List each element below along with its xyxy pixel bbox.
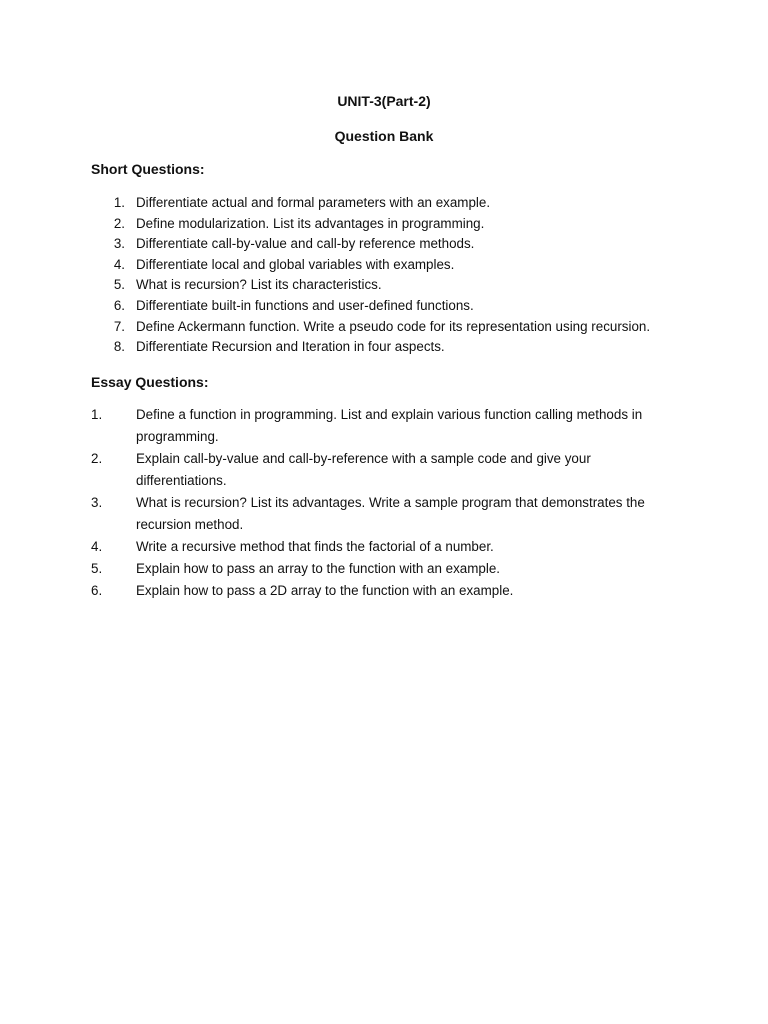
short-question-item (91, 214, 711, 235)
question-text: Differentiate built-in functions and user-defined functions. (136, 297, 474, 313)
essay-question-item (91, 558, 691, 580)
question-text: Explain how to pass a 2D array to the function with an example. (136, 583, 514, 598)
question-number: 7. (113, 318, 125, 334)
short-question-item (91, 337, 711, 358)
essay-question-item (91, 536, 691, 558)
essay-questions-heading: Essay Questions: (91, 374, 209, 390)
question-number: 4. (91, 539, 103, 554)
question-text: Differentiate call-by-value and call-by reference methods. (136, 236, 475, 252)
document-subtitle: Question Bank (334, 128, 434, 144)
short-question-item (91, 275, 711, 296)
question-number: 6. (91, 583, 103, 598)
question-number: 3. (113, 236, 125, 252)
question-text: Explain how to pass an array to the function with an example. (136, 561, 500, 576)
short-question-item (91, 317, 711, 338)
short-question-item (91, 296, 711, 317)
question-text: What is recursion? List its advantages. Write a sample program that demonstrates the recursion method. (136, 495, 645, 532)
question-text: Define Ackermann function. Write a pseudo code for its representation using recursion. (136, 318, 651, 334)
question-number: 6. (113, 297, 125, 313)
question-number: 3. (91, 495, 103, 510)
question-number: 5. (91, 561, 103, 576)
short-questions-list (91, 193, 711, 358)
question-text: Define a function in programming. List and explain various function calling methods in programming. (136, 407, 643, 444)
question-number: 1. (113, 195, 125, 210)
essay-question-item (91, 492, 691, 536)
question-text: Explain call-by-value and call-by-reference with a sample code and give your differentiations. (136, 451, 591, 488)
question-text: Differentiate local and global variables with examples. (136, 256, 455, 272)
question-text: Define modularization. List its advantages in programming. (136, 215, 485, 231)
short-question-item (91, 234, 711, 255)
question-number: 1. (91, 407, 103, 422)
question-text: Write a recursive method that finds the factorial of a number. (136, 539, 494, 554)
essay-question-item (91, 448, 691, 492)
question-text: Differentiate actual and formal parameters with an example. (136, 195, 491, 210)
question-number: 8. (113, 339, 125, 355)
question-number: 2. (113, 215, 125, 231)
question-number: 5. (113, 277, 125, 293)
essay-question-item (91, 580, 691, 602)
short-question-item (91, 255, 711, 276)
question-text: What is recursion? List its characteristics. (136, 277, 382, 293)
essay-question-item (91, 404, 691, 448)
document-title: UNIT-3(Part-2) (337, 93, 431, 109)
question-text: Differentiate Recursion and Iteration in four aspects. (136, 339, 445, 355)
question-number: 4. (113, 256, 125, 272)
short-question-item (91, 193, 711, 214)
essay-questions-list (91, 404, 691, 602)
question-number: 2. (91, 451, 103, 466)
short-questions-heading: Short Questions: (91, 161, 205, 177)
